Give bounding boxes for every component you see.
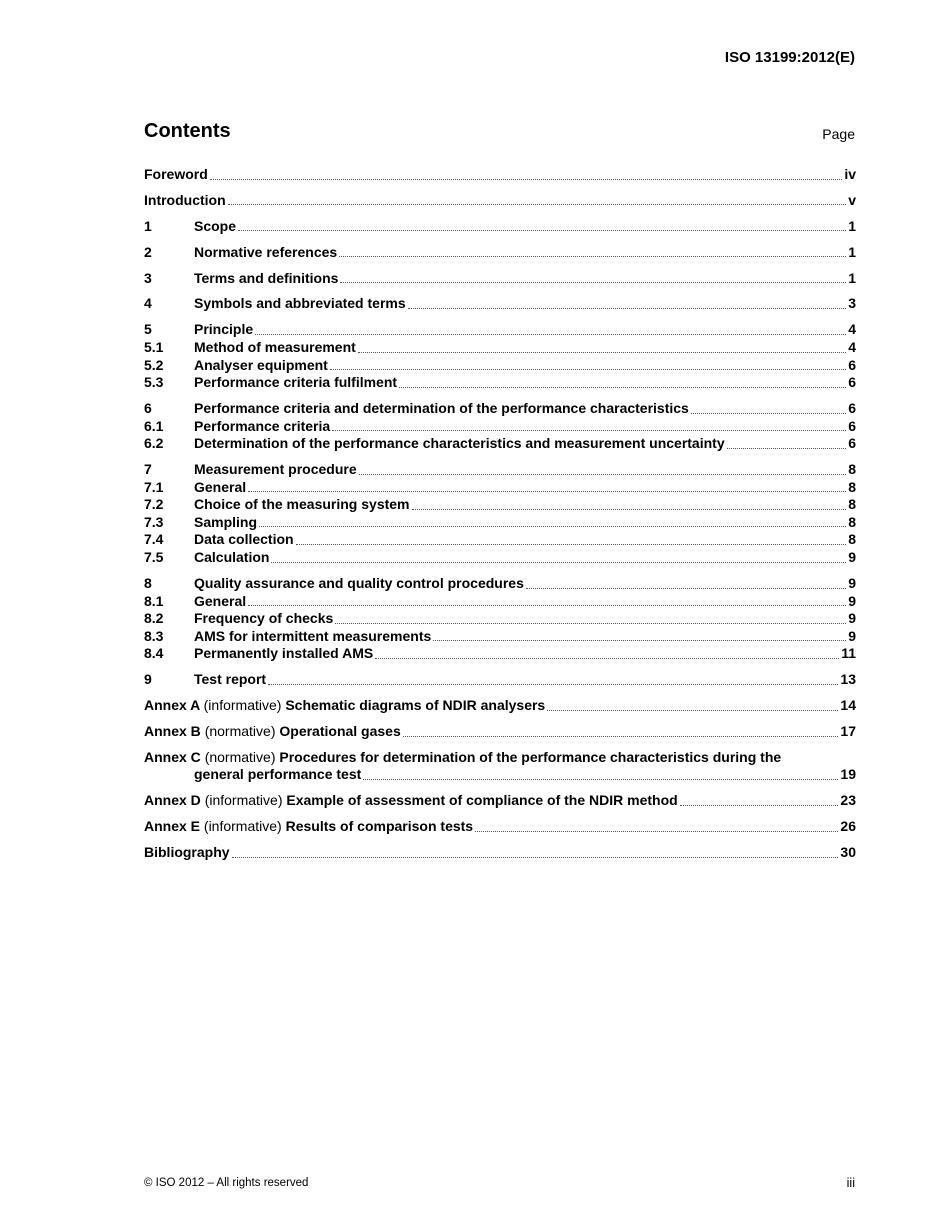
toc-entry-title: Performance criteria and determination of the performance characteristics <box>194 400 689 417</box>
toc-entry-clause-5[interactable] <box>144 321 856 339</box>
toc-entry-title: Terms and definitions <box>194 269 339 286</box>
toc-entry-page: 8 <box>848 531 856 548</box>
toc-entry-page: 6 <box>848 400 856 417</box>
toc-entry-page: 19 <box>840 766 856 783</box>
toc-entry-page: 9 <box>848 610 856 627</box>
toc-entry-number: 8.3 <box>144 627 164 644</box>
annex-type-note: (informative) <box>203 818 282 835</box>
toc-entry-clause-8-4[interactable] <box>144 645 856 663</box>
toc-entry-number: 6.2 <box>144 435 164 452</box>
toc-entry-page: 23 <box>840 792 856 809</box>
toc-entry-clause-5-1[interactable] <box>144 339 856 357</box>
toc-entry-page: 6 <box>848 356 856 373</box>
toc-entry-page: 6 <box>848 417 856 434</box>
dot-leader <box>238 229 846 231</box>
toc-entry-title: General <box>194 478 247 495</box>
toc-entry-page: 1 <box>848 217 856 234</box>
toc-title: Contents <box>144 120 231 142</box>
toc-entry-page: 6 <box>848 435 856 452</box>
dot-leader <box>268 683 838 685</box>
copyright-notice: © ISO 2012 – All rights reserved <box>144 1177 309 1189</box>
toc-entry-title: Normative references <box>194 243 338 260</box>
toc-entry-number: 5.1 <box>144 338 164 355</box>
toc-entry-page: 9 <box>848 627 856 644</box>
dot-leader <box>259 525 846 527</box>
annex-label: Annex D <box>144 792 201 809</box>
annex-title: Procedures for determination of the performance characteristics during the <box>279 748 782 765</box>
toc-entry-title: Symbols and abbreviated terms <box>194 295 406 312</box>
toc-entry-annex-c-line2[interactable] <box>144 766 856 784</box>
toc-entry-title: Method of measurement <box>194 338 356 355</box>
toc-entry-clause-8-3[interactable] <box>144 628 856 646</box>
dot-leader <box>271 561 846 563</box>
toc-entry-clause-6[interactable] <box>144 400 856 418</box>
toc-entry-page: iv <box>844 166 856 182</box>
toc-entry-number: 5 <box>144 321 152 338</box>
toc-entry-number: 7.2 <box>144 496 164 513</box>
toc-entry-clause-7-2[interactable] <box>144 496 856 514</box>
toc-entry-number: 6.1 <box>144 417 164 434</box>
toc-entry-annex-d[interactable] <box>144 792 856 810</box>
toc-entry-introduction[interactable] <box>144 192 856 210</box>
toc-entry-clause-7-4[interactable] <box>144 531 856 549</box>
toc-entry-annex-c-line1[interactable] <box>144 749 856 767</box>
toc-entry-title: Quality assurance and quality control procedures <box>194 574 524 591</box>
dot-leader <box>433 639 846 641</box>
toc-entry-clause-7-3[interactable] <box>144 514 856 532</box>
dot-leader <box>358 351 846 353</box>
dot-leader <box>363 778 838 780</box>
toc-entry-clause-9[interactable] <box>144 671 856 689</box>
toc-entry-title <box>144 792 678 810</box>
toc-entry-page: 11 <box>841 645 856 662</box>
dot-leader <box>248 490 846 492</box>
toc-entry-clause-5-2[interactable] <box>144 357 856 375</box>
dot-leader <box>332 429 846 431</box>
toc-entry-title: Scope <box>194 217 237 234</box>
toc-entry-title: Principle <box>194 321 254 338</box>
dot-leader <box>399 386 846 388</box>
toc-entry-title: Measurement procedure <box>194 461 357 478</box>
toc-entry-clause-7-5[interactable] <box>144 549 856 567</box>
toc-entry-page: 9 <box>848 549 856 566</box>
page-number: iii <box>846 1176 855 1190</box>
dot-leader <box>526 587 846 589</box>
dot-leader <box>359 473 847 475</box>
toc-entry-title <box>144 723 401 741</box>
toc-entry-number: 5.3 <box>144 374 164 391</box>
annex-label: Annex A <box>144 697 200 714</box>
dot-leader <box>335 622 846 624</box>
toc-entry-title: Sampling <box>194 513 258 530</box>
toc-entry-clause-4[interactable] <box>144 295 856 313</box>
dot-leader <box>375 657 839 659</box>
toc-entry-number: 1 <box>144 217 152 234</box>
annex-type-note: (normative) <box>204 748 276 765</box>
toc-entry-clause-5-3[interactable] <box>144 374 856 392</box>
toc-entry-number: 5.2 <box>144 356 164 373</box>
toc-entry-title: Introduction <box>144 191 226 208</box>
annex-title: Schematic diagrams of NDIR analysers <box>285 697 546 714</box>
toc-entry-title <box>144 818 473 836</box>
toc-entry-page: 8 <box>848 478 856 495</box>
toc-entry-page: 14 <box>840 697 856 714</box>
toc-heading-row <box>144 120 855 146</box>
toc-entry-title: Data collection <box>194 531 294 548</box>
annex-title: Example of assessment of compliance of the NDIR method <box>286 792 678 809</box>
toc-entry-clause-3[interactable] <box>144 270 856 288</box>
toc-entry-title: Foreword <box>144 166 208 182</box>
toc-entry-page: 17 <box>840 723 856 739</box>
toc-entry-number: 7.1 <box>144 478 164 495</box>
toc-entry-title: General <box>194 592 247 609</box>
dot-leader <box>228 203 847 205</box>
toc-entry-number: 9 <box>144 671 152 688</box>
toc-entry-foreword[interactable] <box>144 166 856 184</box>
toc-entry-page: 30 <box>840 844 856 861</box>
toc-entry-page: 9 <box>848 574 856 591</box>
toc-entry-clause-8-1[interactable] <box>144 593 856 611</box>
toc-entry-page: 1 <box>848 243 856 260</box>
toc-entry-title: Bibliography <box>144 844 230 861</box>
toc-entry-page: 3 <box>848 295 856 312</box>
toc-entry-clause-7[interactable] <box>144 461 856 479</box>
dot-leader <box>255 333 846 335</box>
dot-leader <box>403 735 839 737</box>
annex-type-note: (normative) <box>204 723 276 739</box>
annex-label: Annex B <box>144 723 201 739</box>
table-of-contents <box>144 166 856 862</box>
toc-entry-number: 4 <box>144 295 152 312</box>
toc-entry-page: 1 <box>848 269 856 286</box>
toc-entry-clause-6-1[interactable] <box>144 418 856 436</box>
toc-entry-title <box>144 697 545 715</box>
toc-entry-title: Determination of the performance characteristics and measurement uncertainty <box>194 435 725 452</box>
toc-entry-annex-b[interactable] <box>144 723 856 741</box>
dot-leader <box>547 709 838 711</box>
toc-entry-number: 2 <box>144 243 152 260</box>
toc-entry-number: 8.2 <box>144 610 164 627</box>
toc-entry-number: 3 <box>144 269 152 286</box>
toc-entry-page: 13 <box>840 671 856 688</box>
annex-label: Annex C <box>144 748 201 765</box>
toc-entry-page: 4 <box>848 321 856 338</box>
toc-entry-title: AMS for intermittent measurements <box>194 627 432 644</box>
dot-leader <box>680 804 839 806</box>
dot-leader <box>330 368 846 370</box>
toc-entry-title: Test report <box>194 671 267 688</box>
dot-leader <box>691 412 846 414</box>
toc-entry-clause-1[interactable] <box>144 218 856 236</box>
toc-entry-title: Permanently installed AMS <box>194 645 374 662</box>
toc-entry-clause-6-2[interactable] <box>144 435 856 453</box>
toc-entry-annex-a[interactable] <box>144 697 856 715</box>
toc-entry-number: 7 <box>144 461 152 478</box>
toc-entry-page: 8 <box>848 461 856 478</box>
toc-entry-page: 26 <box>840 818 856 835</box>
toc-entry-clause-7-1[interactable] <box>144 479 856 497</box>
toc-entry-page: 9 <box>848 592 856 609</box>
toc-entry-bibliography[interactable] <box>144 844 856 862</box>
toc-entry-page: v <box>848 191 856 208</box>
toc-entry-title: Analyser equipment <box>194 356 328 373</box>
toc-entry-number: 7.4 <box>144 531 164 548</box>
toc-entry-number: 6 <box>144 400 152 417</box>
toc-entry-number: 8.1 <box>144 592 164 609</box>
dot-leader <box>727 447 847 449</box>
toc-entry-number: 7.5 <box>144 549 164 566</box>
dot-leader <box>412 508 847 510</box>
annex-title: Operational gases <box>279 723 401 739</box>
annex-type-note: (informative) <box>204 792 283 809</box>
toc-entry-annex-e[interactable] <box>144 818 856 836</box>
toc-entry-title: Calculation <box>194 549 270 566</box>
dot-leader <box>232 856 839 858</box>
toc-entry-number: 8.4 <box>144 645 164 662</box>
toc-entry-clause-2[interactable] <box>144 244 856 262</box>
dot-leader <box>339 255 846 257</box>
toc-entry-page: 8 <box>848 513 856 530</box>
toc-entry-page: 4 <box>848 338 856 355</box>
dot-leader <box>296 543 847 545</box>
dot-leader <box>408 307 847 309</box>
toc-entry-title: Frequency of checks <box>194 610 334 627</box>
toc-entry-title: Choice of the measuring system <box>194 496 410 513</box>
toc-entry-clause-8[interactable] <box>144 575 856 593</box>
annex-title: Results of comparison tests <box>285 818 474 835</box>
annex-label: Annex E <box>144 818 201 835</box>
toc-entry-clause-8-2[interactable] <box>144 610 856 628</box>
dot-leader <box>210 178 843 180</box>
toc-entry-number: 8 <box>144 574 152 591</box>
toc-page-column-label: Page <box>822 126 855 142</box>
dot-leader <box>248 604 846 606</box>
document-id-header: ISO 13199:2012(E) <box>724 49 855 66</box>
dot-leader <box>340 281 846 283</box>
annex-type-note: (informative) <box>203 697 282 714</box>
toc-entry-number: 7.3 <box>144 513 164 530</box>
dot-leader <box>475 830 838 832</box>
toc-entry-title: general performance test <box>194 766 362 783</box>
toc-entry-title: Performance criteria fulfilment <box>194 374 398 391</box>
toc-entry-title: Performance criteria <box>194 417 331 434</box>
toc-entry-page: 8 <box>848 496 856 513</box>
toc-entry-page: 6 <box>848 374 856 391</box>
